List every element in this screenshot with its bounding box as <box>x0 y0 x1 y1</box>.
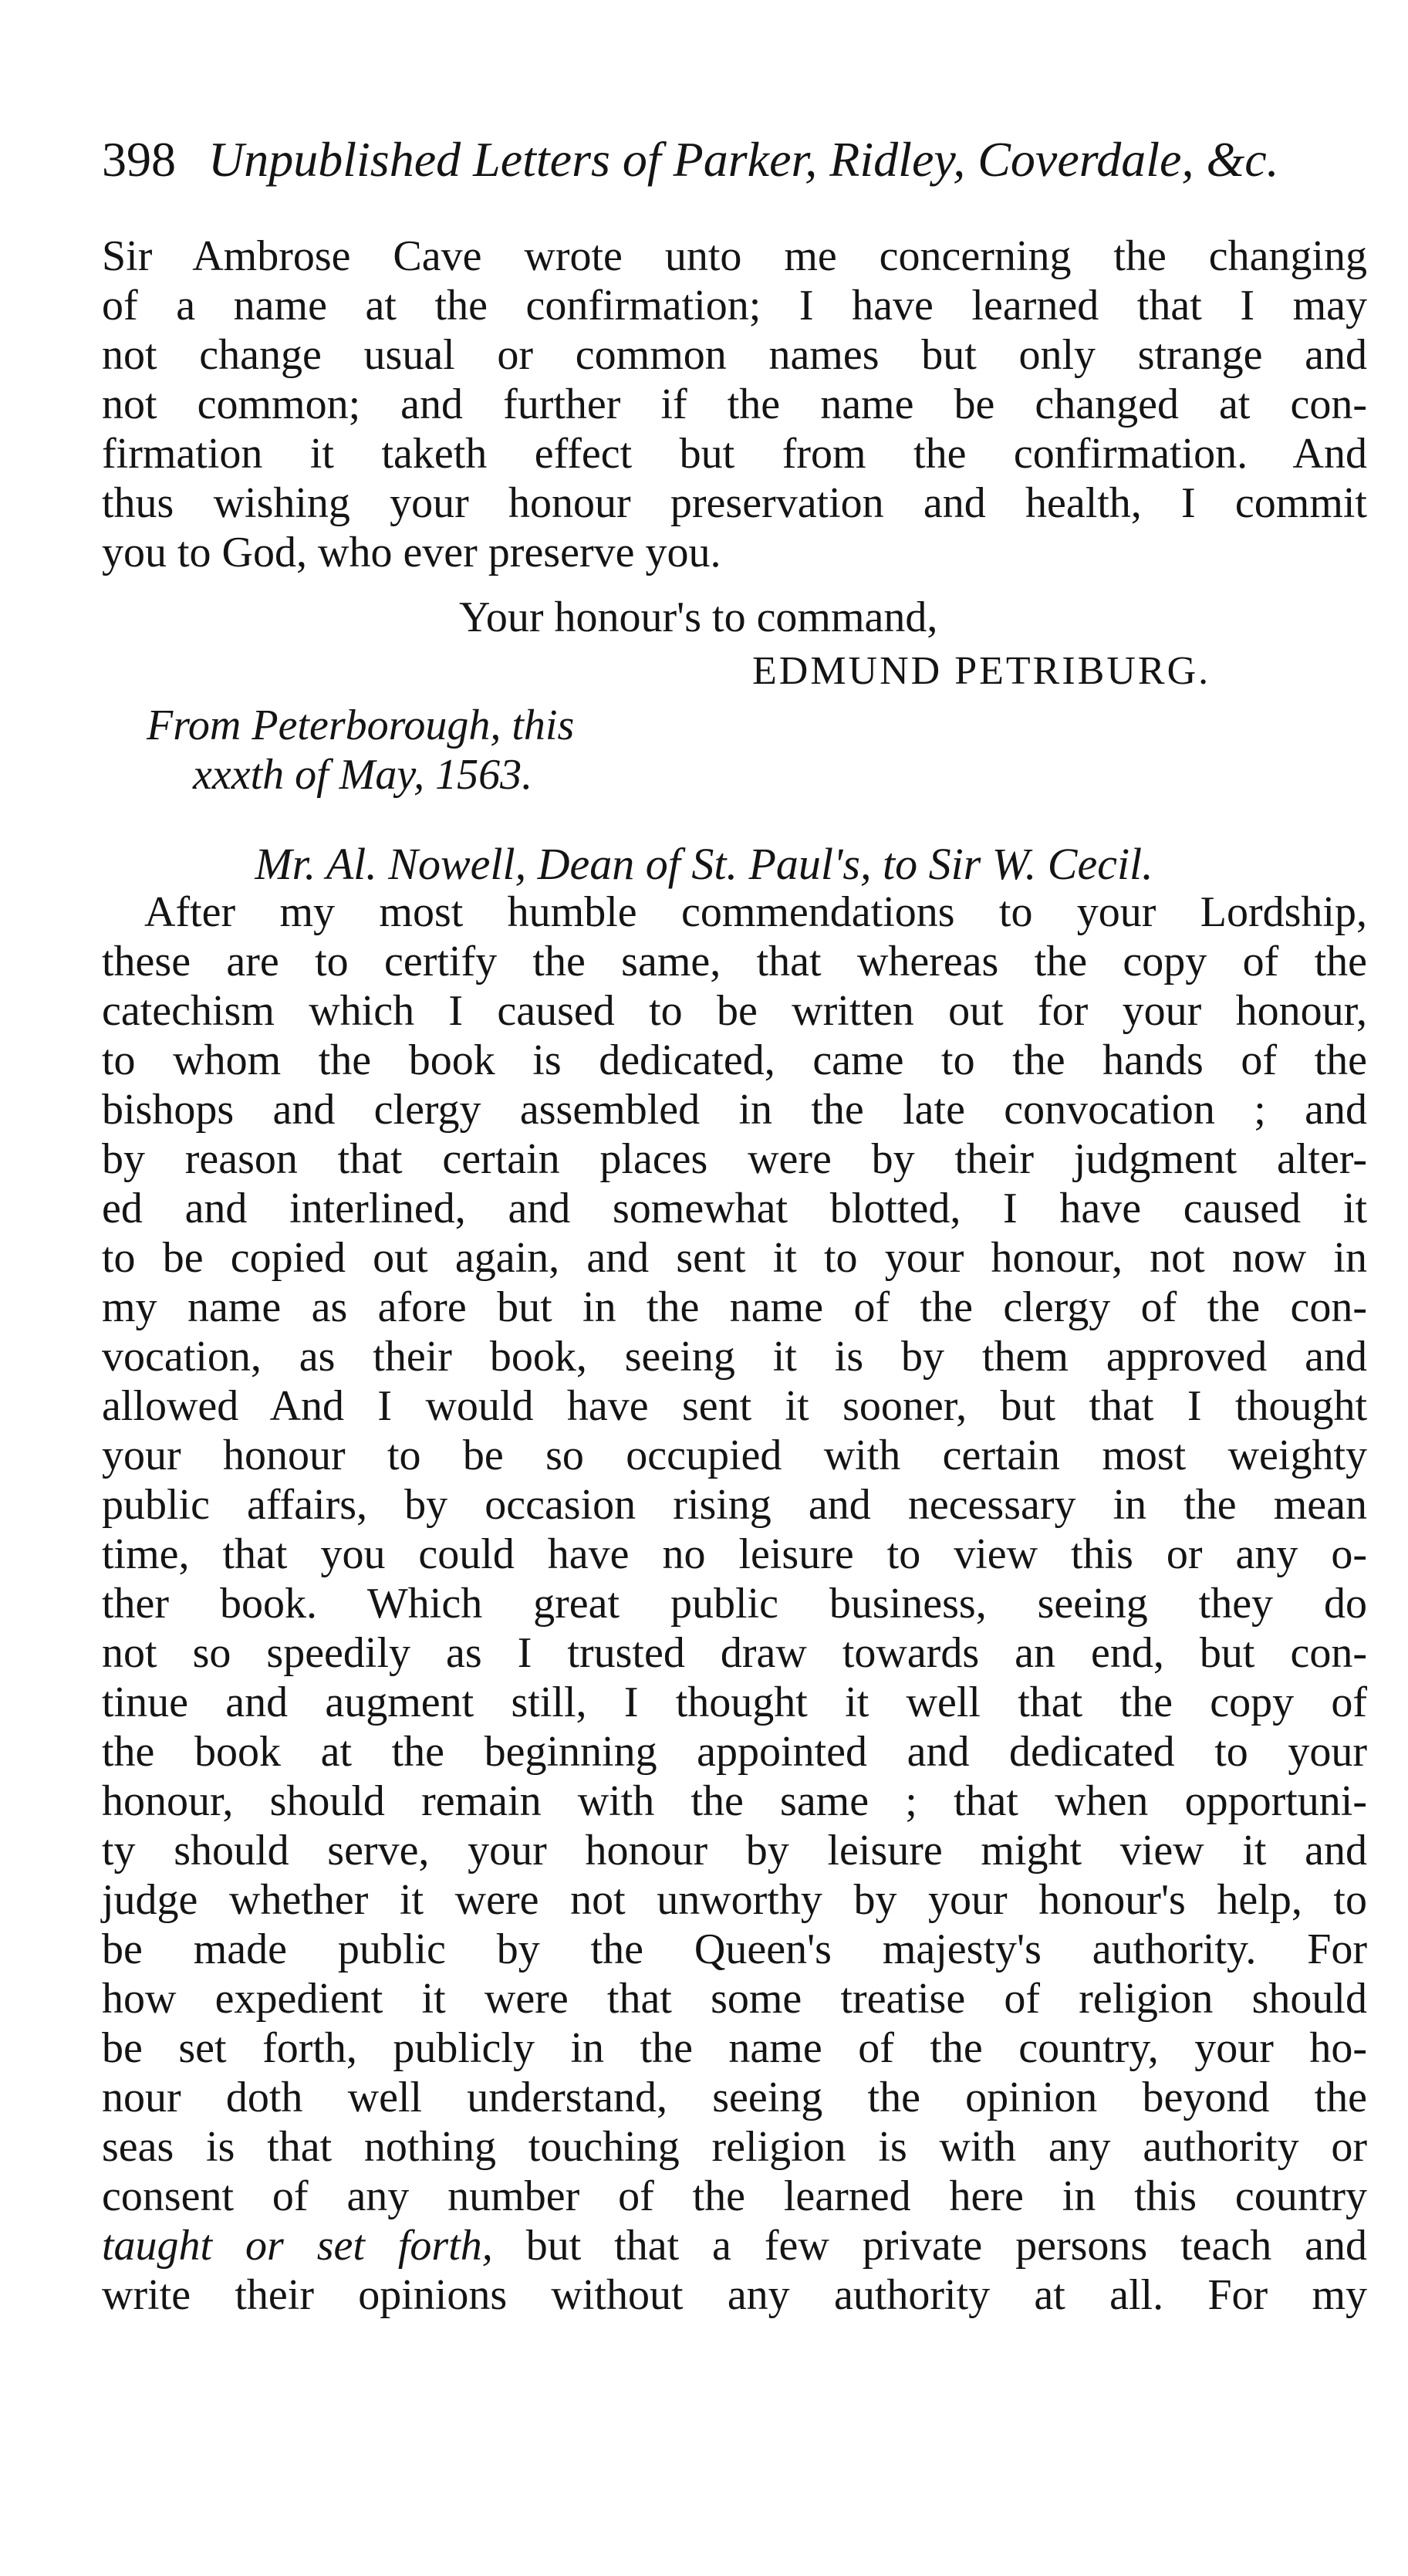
text-line: judge whether it were not unworthy by your honour's help, to <box>102 1876 1367 1924</box>
text-line: firmation it taketh effect but from the confirmation. And <box>102 430 1367 478</box>
text-line: these are to certify the same, that whereas the copy of the <box>102 938 1367 985</box>
text-line: bishops and clergy assembled in the late convocation ; and <box>102 1086 1367 1134</box>
text-line: allowed And I would have sent it sooner, but that I thought <box>102 1382 1367 1430</box>
signature: EDMUND PETRIBURG. <box>752 649 1211 693</box>
page-header <box>102 131 1367 188</box>
text-line: to be copied out again, and sent it to your honour, not now in <box>102 1234 1367 1282</box>
running-title: Unpublished Letters of Parker, Ridley, Coverdale, &c. <box>208 132 1279 187</box>
letter-2-title: Mr. Al. Nowell, Dean of St. Paul's, to Sir W. Cecil. <box>255 839 1153 889</box>
text-line: be made public by the Queen's majesty's authority. For <box>102 1925 1367 1973</box>
dateline-date: xxxth of May, 1563. <box>193 751 533 799</box>
page-number: 398 <box>102 132 176 187</box>
letter-2-body <box>102 887 1367 2320</box>
text-line: not common; and further if the name be changed at con- <box>102 380 1367 428</box>
closing-salutation: Your honour's to command, <box>459 593 938 641</box>
text-line: consent of any number of the learned here in this country <box>102 2172 1367 2220</box>
text-line: ty should serve, your honour by leisure might view it and <box>102 1827 1367 1875</box>
letter-1-body <box>102 232 1367 577</box>
text-line: you to God, who ever preserve you. <box>102 529 721 576</box>
italic-phrase: taught or set forth, <box>102 2222 493 2270</box>
text-line: tinue and augment still, I thought it well that the copy of <box>102 1678 1367 1726</box>
text-line: honour, should remain with the same ; that when opportuni- <box>102 1777 1367 1825</box>
text-line: catechism which I caused to be written out for your honour, <box>102 987 1367 1035</box>
text-line: public affairs, by occasion rising and necessary in the mean <box>102 1481 1367 1529</box>
text-line: not change usual or common names but only strange and <box>102 331 1367 379</box>
text-line: by reason that certain places were by their judgment alter- <box>102 1135 1367 1183</box>
text-line: ther book. Which great public business, seeing they do <box>102 1580 1367 1628</box>
text-line: ed and interlined, and somewhat blotted, I have caused it <box>102 1185 1367 1232</box>
text-line: your honour to be so occupied with certain most weighty <box>102 1432 1367 1479</box>
text-line: time, that you could have no leisure to view this or any o- <box>102 1530 1367 1578</box>
text-line: vocation, as their book, seeing it is by them approved and <box>102 1333 1367 1381</box>
text-line: write their opinions without any authority at all. For my <box>102 2271 1367 2319</box>
text-line: the book at the beginning appointed and dedicated to your <box>102 1728 1367 1776</box>
text-line: of a name at the confirmation; I have learned that I may <box>102 282 1367 330</box>
text-line: nour doth well understand, seeing the opinion beyond the <box>102 2074 1367 2121</box>
text-line: be set forth, publicly in the name of the country, your ho- <box>102 2024 1367 2072</box>
text-line: seas is that nothing touching religion is with any authority or <box>102 2123 1367 2171</box>
text-line: Sir Ambrose Cave wrote unto me concerning the changing <box>102 232 1367 280</box>
text-line: my name as afore but in the name of the clergy of the con- <box>102 1283 1367 1331</box>
text-line: not so speedily as I trusted draw towards an end, but con- <box>102 1629 1367 1677</box>
text-line: how expedient it were that some treatise of religion should <box>102 1975 1367 2023</box>
dateline-place: From Peterborough, this <box>147 701 575 749</box>
text-line: thus wishing your honour preservation and health, I commit <box>102 479 1367 527</box>
text-line: After my most humble commendations to your Lordship, <box>144 888 1367 936</box>
text-line: taught or set forth, but that a few private persons teach and <box>102 2222 1367 2270</box>
text-line: to whom the book is dedicated, came to the hands of the <box>102 1036 1367 1084</box>
